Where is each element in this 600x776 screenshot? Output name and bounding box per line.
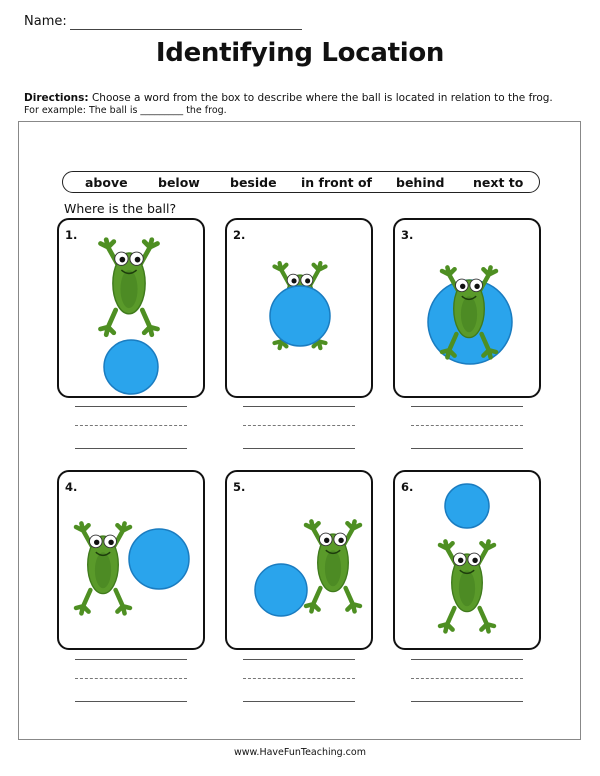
name-line[interactable] <box>70 29 302 30</box>
answer-line[interactable] <box>243 701 355 702</box>
answer-line[interactable] <box>411 448 523 449</box>
ball <box>445 484 489 528</box>
answer-line-dashed <box>411 678 523 679</box>
directions <box>24 92 584 105</box>
answer-line-dashed <box>243 425 355 426</box>
answer-line[interactable] <box>75 448 187 449</box>
frog-and-ball-picture <box>395 220 543 400</box>
name-label: Name: <box>24 14 67 29</box>
ball <box>129 529 189 589</box>
answer-line[interactable] <box>75 406 187 407</box>
word-in-front-of: in front of <box>301 175 372 190</box>
card-5 <box>225 470 373 650</box>
word-next-to: next to <box>473 175 524 190</box>
ball <box>270 286 330 346</box>
answer-line-dashed <box>75 425 187 426</box>
word-above: above <box>85 175 128 190</box>
ball <box>255 564 307 616</box>
page-title: Identifying Location <box>155 38 445 68</box>
card-3 <box>393 218 541 398</box>
card-2 <box>225 218 373 398</box>
answer-line[interactable] <box>411 406 523 407</box>
word-behind: behind <box>396 175 445 190</box>
card-1 <box>57 218 205 398</box>
footer-url: www.HaveFunTeaching.com <box>234 747 366 758</box>
answer-line[interactable] <box>75 701 187 702</box>
card-number: 1. <box>65 228 78 242</box>
answer-line[interactable] <box>243 448 355 449</box>
answer-line-dashed <box>411 425 523 426</box>
card-4 <box>57 470 205 650</box>
answer-line[interactable] <box>243 406 355 407</box>
card-number: 3. <box>401 228 414 242</box>
word-beside: beside <box>230 175 277 190</box>
card-number: 6. <box>401 480 414 494</box>
directions-label: Directions: <box>24 92 89 104</box>
answer-line[interactable] <box>75 659 187 660</box>
card-number: 4. <box>65 480 78 494</box>
frog-and-ball-picture <box>227 472 375 652</box>
directions-text: Choose a word from the box to describe where the ball is located in relation to the frog. <box>91 92 553 104</box>
frog-and-ball-picture <box>59 472 207 652</box>
card-number: 5. <box>233 480 246 494</box>
answer-line[interactable] <box>411 659 523 660</box>
frog-and-ball-picture <box>395 472 543 652</box>
word-below: below <box>158 175 200 190</box>
ball <box>104 340 158 394</box>
answer-line-dashed <box>75 678 187 679</box>
frog-and-ball-picture <box>227 220 375 400</box>
question: Where is the ball? <box>64 201 177 216</box>
answer-line[interactable] <box>411 701 523 702</box>
example-text: For example: The ball is _________ the frog. <box>24 105 227 116</box>
frog-and-ball-picture <box>59 220 207 400</box>
answer-line[interactable] <box>243 659 355 660</box>
answer-line-dashed <box>243 678 355 679</box>
card-number: 2. <box>233 228 246 242</box>
card-6 <box>393 470 541 650</box>
